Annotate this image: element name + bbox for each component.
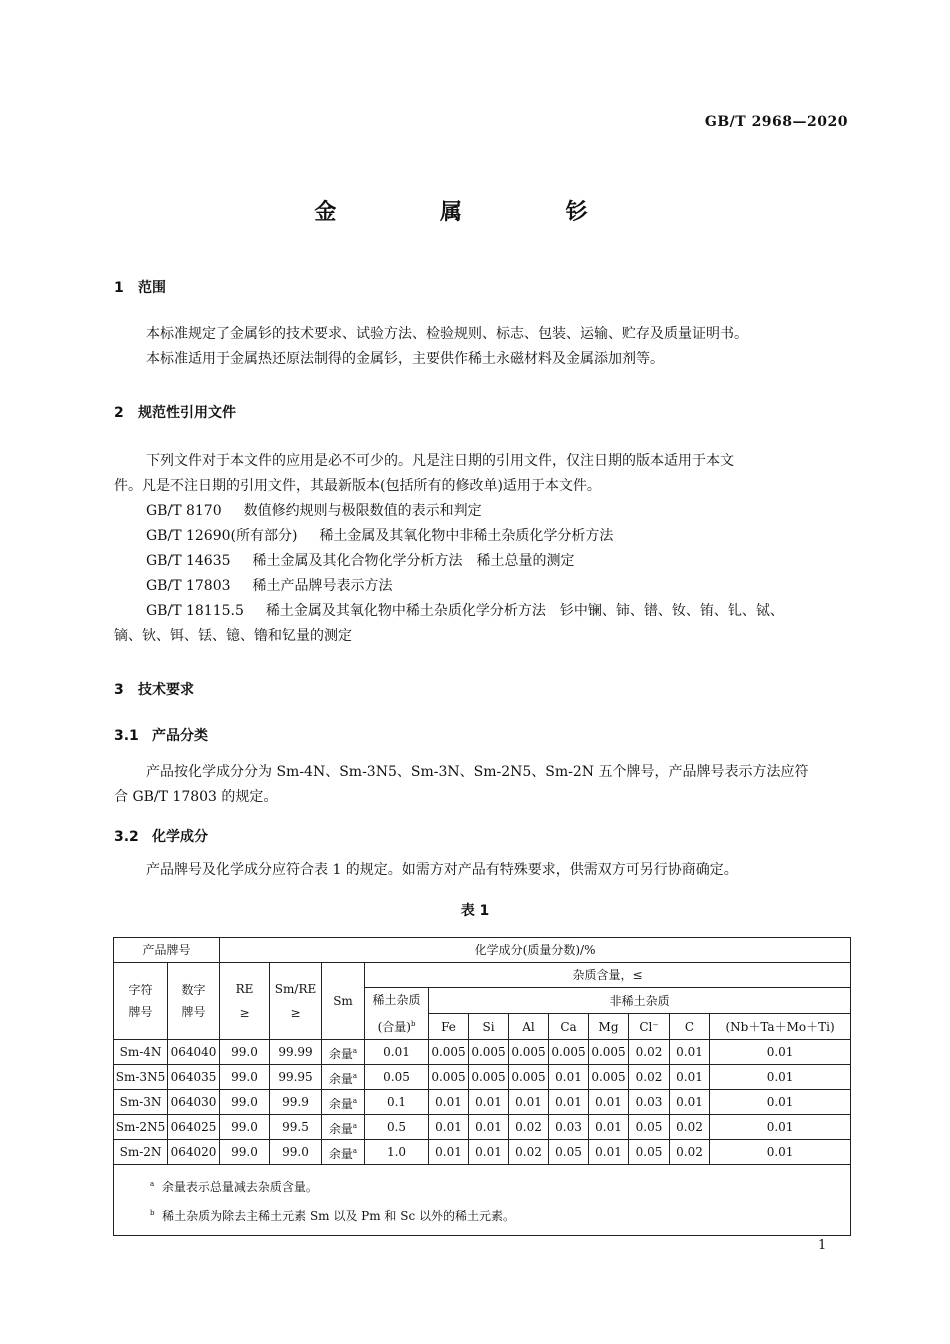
impurity-value: 0.01 [670,1090,710,1115]
impurity-value: 0.02 [509,1115,549,1140]
sm-re-value: 99.9 [270,1090,322,1115]
element-header: Mg [589,1014,629,1040]
impurity-value: 0.05 [629,1140,670,1165]
element-header: Al [509,1014,549,1040]
section-title: 产品分类 [152,728,208,744]
impurity-value: 0.01 [469,1140,509,1165]
section-2-heading [114,402,236,422]
impurity-value: 0.01 [429,1140,469,1165]
sm-value: 余量$^a$ [322,1140,365,1165]
sm-re-value: 99.5 [270,1115,322,1140]
impurity-value: 0.01 [670,1065,710,1090]
re-impurity-value: 1.0 [365,1140,429,1165]
table-row [114,1115,851,1140]
char-brand: Sm-2N5 [114,1115,168,1140]
impurity-value: 0.01 [710,1140,851,1165]
impurity-value: 0.05 [629,1115,670,1140]
char-brand: Sm-3N [114,1090,168,1115]
re-impurity-value: 0.1 [365,1090,429,1115]
table-row [114,1090,851,1115]
header-chemical: 化学成分(质量分数)/% [220,938,851,963]
header-re: RE ≥ [220,963,270,1040]
impurity-value: 0.01 [589,1090,629,1115]
section-number: 1 [114,280,124,296]
re-impurity-value: 0.05 [365,1065,429,1090]
impurity-value: 0.01 [710,1040,851,1065]
impurity-value: 0.01 [469,1115,509,1140]
digit-brand: 064040 [168,1040,220,1065]
section-1-heading [114,277,166,297]
impurity-value: 0.005 [589,1040,629,1065]
impurity-value: 0.005 [589,1065,629,1090]
standard-code: GB/T 2968—2020 [704,114,848,130]
element-header: Ca [549,1014,589,1040]
impurity-value: 0.01 [710,1090,851,1115]
table-notes [114,1165,851,1236]
table-row [114,1040,851,1065]
re-value: 99.0 [220,1115,270,1140]
header-sm-re: Sm/RE ≥ [270,963,322,1040]
impurity-value: 0.005 [469,1040,509,1065]
re-value: 99.0 [220,1065,270,1090]
impurity-value: 0.02 [670,1140,710,1165]
document-title: 金 属 钐 [314,200,636,225]
element-header: C [670,1014,710,1040]
table-row [114,1065,851,1090]
sm-re-value: 99.95 [270,1065,322,1090]
impurity-value: 0.01 [710,1115,851,1140]
table-caption: 表 1 [460,903,490,919]
section-3-heading [114,679,194,699]
impurity-value: 0.01 [549,1065,589,1090]
impurity-value: 0.05 [549,1140,589,1165]
element-header: Fe [429,1014,469,1040]
element-header: (Nb＋Ta＋Mo＋Ti) [710,1014,851,1040]
chemical-composition-table [113,937,851,1236]
impurity-value: 0.01 [670,1040,710,1065]
impurity-value: 0.01 [469,1090,509,1115]
section-title: 技术要求 [138,682,194,698]
element-header: Si [469,1014,509,1040]
header-sm: Sm [322,963,365,1040]
impurity-value: 0.01 [549,1090,589,1115]
char-brand: Sm-4N [114,1040,168,1065]
impurity-value: 0.03 [549,1115,589,1140]
section-3-2-heading [114,826,208,846]
paragraph: 件。凡是不注日期的引用文件，其最新版本(包括所有的修改单)适用于本文件。 [114,478,601,494]
header-impurity: 杂质含量，≤ [365,963,851,988]
digit-brand: 064020 [168,1140,220,1165]
impurity-value: 0.01 [429,1090,469,1115]
header-digit-brand: 数字牌号 [168,963,220,1040]
impurity-value: 0.02 [629,1065,670,1090]
section-title: 化学成分 [152,829,208,845]
reference-item: GB/T 17803 稀土产品牌号表示方法 [146,578,393,594]
paragraph: 产品牌号及化学成分应符合表 1 的规定。如需方对产品有特殊要求，供需双方可另行协商确定。 [146,862,738,878]
impurity-value: 0.005 [429,1065,469,1090]
section-number: 3.1 [114,728,139,744]
sm-value: 余量$^a$ [322,1090,365,1115]
impurity-value: 0.005 [429,1040,469,1065]
section-number: 3 [114,682,124,698]
paragraph: 产品按化学成分分为 Sm-4N、Sm-3N5、Sm-3N、Sm-2N5、Sm-2N 五个牌号，产品牌号表示方法应符 [146,764,809,780]
impurity-value: 0.02 [670,1115,710,1140]
char-brand: Sm-2N [114,1140,168,1165]
paragraph: 合 GB/T 17803 的规定。 [114,789,278,805]
table-row [114,1140,851,1165]
digit-brand: 064025 [168,1115,220,1140]
reference-item: GB/T 14635 稀土金属及其化合物化学分析方法 稀土总量的测定 [146,553,575,569]
impurity-value: 0.03 [629,1090,670,1115]
paragraph: 本标准适用于金属热还原法制得的金属钐，主要供作稀土永磁材料及金属添加剂等。 [146,351,664,367]
sm-re-value: 99.99 [270,1040,322,1065]
element-header: Cl⁻ [629,1014,670,1040]
impurity-value: 0.01 [429,1115,469,1140]
header-re-impurity: 稀土杂质 (合量)$^b$ [365,988,429,1040]
reference-item: GB/T 8170 数值修约规则与极限数值的表示和判定 [146,503,482,519]
digit-brand: 064035 [168,1065,220,1090]
paragraph: 下列文件对于本文件的应用是必不可少的。凡是注日期的引用文件，仅注日期的版本适用于本文 [146,453,734,469]
reference-item: GB/T 18115.5 稀土金属及其氧化物中稀土杂质化学分析方法 钐中镧、铈、镨、钕、铕、钆、铽、 [146,603,784,619]
reference-continuation: 镝、钬、铒、铥、镱、镥和钇量的测定 [114,628,352,644]
impurity-value: 0.01 [589,1140,629,1165]
sm-re-value: 99.0 [270,1140,322,1165]
reference-item: GB/T 12690(所有部分) 稀土金属及其氧化物中非稀土杂质化学分析方法 [146,528,614,544]
impurity-value: 0.005 [469,1065,509,1090]
section-number: 2 [114,405,124,421]
header-char-brand: 字符牌号 [114,963,168,1040]
re-value: 99.0 [220,1090,270,1115]
section-number: 3.2 [114,829,139,845]
re-impurity-value: 0.01 [365,1040,429,1065]
impurity-value: 0.005 [549,1040,589,1065]
section-3-1-heading [114,725,208,745]
section-title: 范围 [138,280,166,296]
header-brand: 产品牌号 [114,938,220,963]
header-non-re-impurity: 非稀土杂质 [429,988,851,1014]
digit-brand: 064030 [168,1090,220,1115]
sm-value: 余量$^a$ [322,1115,365,1140]
sm-value: 余量$^a$ [322,1040,365,1065]
impurity-value: 0.01 [589,1115,629,1140]
impurity-value: 0.02 [509,1140,549,1165]
sm-value: 余量$^a$ [322,1065,365,1090]
note-b: $^b$ 稀土杂质为除去主稀土元素 Sm 以及 Pm 和 Sc 以外的稀土元素。 [150,1209,516,1223]
impurity-value: 0.005 [509,1040,549,1065]
char-brand: Sm-3N5 [114,1065,168,1090]
page-number: 1 [818,1238,827,1253]
re-value: 99.0 [220,1040,270,1065]
note-a: $^a$ 余量表示总量减去杂质含量。 [150,1180,318,1194]
impurity-value: 0.01 [509,1090,549,1115]
section-title: 规范性引用文件 [138,405,236,421]
re-value: 99.0 [220,1140,270,1165]
impurity-value: 0.02 [629,1040,670,1065]
paragraph: 本标准规定了金属钐的技术要求、试验方法、检验规则、标志、包装、运输、贮存及质量证明书。 [146,326,748,342]
impurity-value: 0.005 [509,1065,549,1090]
impurity-value: 0.01 [710,1065,851,1090]
re-impurity-value: 0.5 [365,1115,429,1140]
